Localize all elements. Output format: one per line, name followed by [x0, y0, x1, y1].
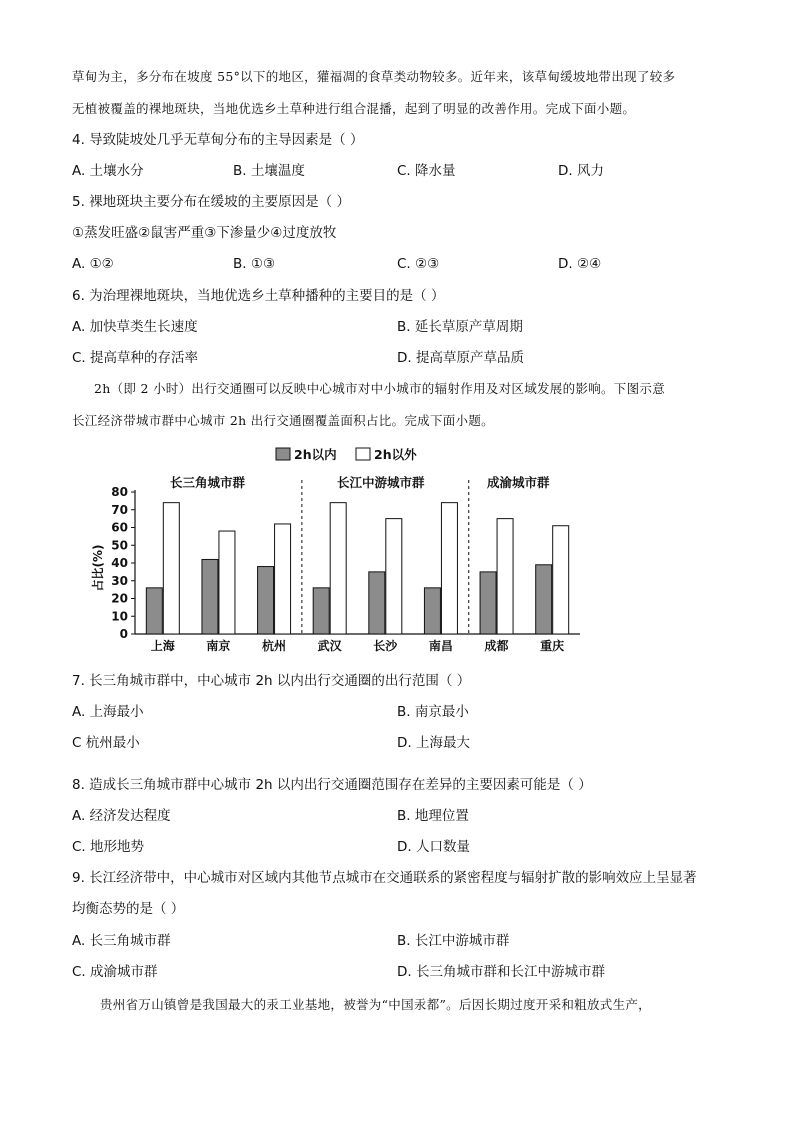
- q6-option-c[interactable]: C. 提高草种的存活率: [72, 350, 199, 366]
- bar-inside-2: [258, 567, 274, 634]
- bar-chart-svg: [80, 440, 600, 665]
- bar-outside-5: [441, 503, 457, 634]
- y-tick-label: 60: [111, 520, 128, 535]
- q8-option-d[interactable]: D. 人口数量: [397, 839, 470, 855]
- legend-label-inside: 2h以内: [294, 447, 337, 462]
- question-5-stem: 5. 裸地斑块主要分布在缓坡的主要原因是（ ）: [72, 194, 350, 210]
- passage-3-line-1: 贵州省万山镇曾是我国最大的汞工业基地，被誉为“中国汞都”。后因长期过度开采和粗放式生产，: [100, 997, 651, 1012]
- q8-option-a[interactable]: A. 经济发达程度: [72, 808, 171, 824]
- question-5-items: ①蒸发旺盛②鼠害严重③下渗量少④过度放牧: [72, 225, 337, 241]
- q5-option-d[interactable]: D. ②④: [558, 256, 602, 272]
- bar-outside-6: [497, 519, 513, 634]
- intro-line-1: 草甸为主，多分布在坡度 55°以下的地区，獾福凋的食草类动物较多。近年来，该草甸缓坡地带出现了较多: [72, 69, 676, 84]
- x-tick-label: 南昌: [428, 639, 453, 653]
- bar-inside-3: [313, 588, 329, 634]
- passage-2-line-1: 2h（即 2 小时）出行交通圈可以反映中心城市对中小城市的辐射作用及对区域发展的影响。下图示意: [94, 381, 666, 396]
- y-axis-label: 占比(%): [91, 544, 105, 592]
- y-tick-label: 80: [111, 485, 128, 499]
- y-tick-label: 40: [111, 556, 128, 570]
- bar-outside-1: [219, 531, 235, 634]
- bar-inside-0: [146, 588, 162, 634]
- question-9-stem-line-2: 均衡态势的是（ ）: [72, 901, 185, 917]
- y-tick-label: 30: [111, 573, 128, 588]
- bar-outside-2: [275, 524, 291, 634]
- x-tick-label: 上海: [150, 639, 175, 653]
- q4-option-b[interactable]: B. 土壤温度: [233, 163, 305, 179]
- q4-option-c[interactable]: C. 降水量: [397, 163, 456, 179]
- q8-option-b[interactable]: B. 地理位置: [397, 808, 469, 824]
- bar-inside-6: [480, 572, 496, 634]
- question-8-stem: 8. 造成长三角城市群中心城市 2h 以内出行交通圈范围存在差异的主要因素可能是（ ）: [72, 777, 592, 793]
- question-6-stem: 6. 为治理裸地斑块，当地优选乡土草种播种的主要目的是（ ）: [72, 288, 445, 304]
- bar-outside-4: [386, 519, 402, 634]
- q5-option-a[interactable]: A. ①②: [72, 256, 114, 272]
- bar-outside-0: [163, 503, 179, 634]
- q5-option-b[interactable]: B. ①③: [233, 256, 276, 272]
- legend-swatch-outside: [356, 448, 370, 460]
- q8-option-c[interactable]: C. 地形地势: [72, 839, 145, 855]
- bar-chart: [80, 440, 600, 665]
- y-tick-label: 10: [111, 609, 128, 624]
- group-label-middle-yangtze: 长江中游城市群: [337, 475, 425, 490]
- y-tick-label: 70: [111, 502, 128, 517]
- q9-option-b[interactable]: B. 长江中游城市群: [397, 933, 510, 949]
- q9-option-a[interactable]: A. 长三角城市群: [72, 933, 171, 949]
- question-9-stem-line-1: 9. 长江经济带中，中心城市对区域内其他节点城市在交通联系的紧密程度与辐射扩散的影响效应上呈显著: [72, 870, 697, 886]
- intro-line-2: 无植被覆盖的裸地斑块，当地优选乡土草种进行组合混播，起到了明显的改善作用。完成下面小题。: [72, 101, 636, 116]
- y-tick-label: 20: [111, 591, 128, 606]
- bar-inside-1: [202, 559, 218, 634]
- legend-swatch-inside: [276, 448, 290, 460]
- q7-option-d[interactable]: D. 上海最大: [397, 735, 470, 751]
- bar-outside-7: [553, 526, 569, 634]
- q6-option-a[interactable]: A. 加快草类生长速度: [72, 319, 198, 335]
- bar-inside-4: [369, 572, 385, 634]
- x-tick-label: 南京: [206, 639, 231, 653]
- bar-inside-7: [536, 565, 552, 634]
- passage-2-line-2: 长江经济带城市群中心城市 2h 出行交通圈覆盖面积占比。完成下面小题。: [72, 413, 494, 428]
- bar-outside-3: [330, 503, 346, 634]
- q9-option-c[interactable]: C. 成渝城市群: [72, 964, 158, 980]
- q7-option-b[interactable]: B. 南京最小: [397, 704, 469, 720]
- q5-option-c[interactable]: C. ②③: [397, 256, 440, 272]
- x-tick-label: 武汉: [317, 639, 342, 653]
- q6-option-d[interactable]: D. 提高草原产草品质: [397, 350, 524, 366]
- q6-option-b[interactable]: B. 延长草原产草周期: [397, 319, 523, 335]
- group-label-yangtze-delta: 长三角城市群: [170, 475, 246, 490]
- bar-inside-5: [424, 588, 440, 634]
- x-tick-label: 杭州: [262, 639, 287, 653]
- x-tick-label: 重庆: [540, 639, 565, 653]
- question-7-stem: 7. 长三角城市群中，中心城市 2h 以内出行交通圈的出行范围（ ）: [72, 673, 471, 689]
- q9-option-d[interactable]: D. 长三角城市群和长江中游城市群: [397, 964, 605, 980]
- question-4-stem: 4. 导致陡坡处几乎无草甸分布的主导因素是（ ）: [72, 132, 364, 148]
- q4-option-a[interactable]: A. 土壤水分: [72, 163, 144, 179]
- q4-option-d[interactable]: D. 风力: [558, 163, 604, 179]
- q7-option-a[interactable]: A. 上海最小: [72, 704, 144, 720]
- group-label-chengyu: 成渝城市群: [487, 475, 550, 490]
- x-tick-label: 长沙: [373, 639, 398, 653]
- y-tick-label: 0: [119, 627, 128, 641]
- q7-option-c[interactable]: C 杭州最小: [72, 735, 140, 751]
- x-tick-label: 成都: [484, 639, 509, 653]
- legend-label-outside: 2h以外: [374, 447, 417, 462]
- y-tick-label: 50: [111, 538, 128, 553]
